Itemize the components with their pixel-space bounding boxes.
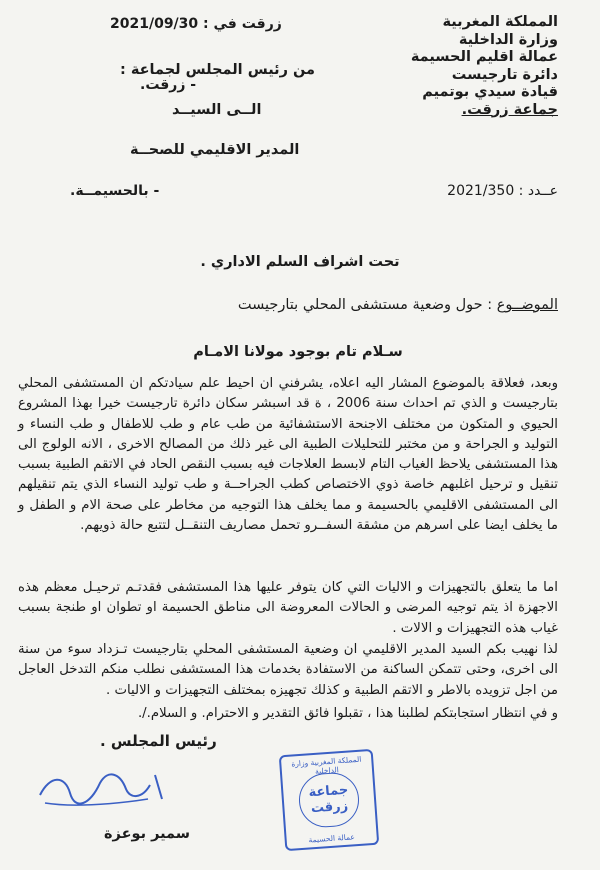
letterhead-qiyada: قيادة سيدي بوتميم — [422, 84, 558, 100]
letterhead-circle: دائرة تارجيست — [451, 66, 558, 83]
subject-line — [238, 297, 558, 313]
stamp-bottom-text: عمالة الحسيمة — [308, 832, 356, 845]
stamp-top-text: المملكة المغربية وزارة الداخلية — [290, 754, 362, 776]
official-stamp — [279, 749, 379, 851]
paragraph-4: و في انتظار استجابتكم لطلبنا هذا ، تقبلوا فائق التقدير و الاحترام. و السلام./. — [137, 706, 558, 721]
paragraph-2: اما ما يتعلق بالتجهيزات و الاليات التي كان يتوفر عليها هذا المستشفى فقدتـم ترحيـل معظم هذه الاجهزة اذ يتم توجيه المرضى و الحالات المعروضة الى مناطق الحسيمة او تطوان او طنجة بسبب غياب هذه التجهيزات و الالات . — [18, 580, 558, 636]
handwritten-signature — [30, 755, 180, 815]
recipient-line: الــى السيــد — [172, 102, 262, 118]
paragraph-3: لذا نهيب بكم السيد المدير الاقليمي ان وضعية المستشفى المحلي بتارجيست تـزداد سوء من سنة الى اخرى، وحتى تتمكن الساكنة من الاستفادة بخدمات هذا المستشفى نطلب منكم التدخل العاجل من اجل تزويده بالاطر و الاتقم الطبية و كذلك تجهيزه بمختلف التجهيزات و الاليات . — [18, 642, 558, 698]
signature-title: رئيس المجلس . — [100, 732, 217, 750]
reference-number: عــدد : 2021/350 — [447, 183, 558, 199]
letterhead — [358, 14, 558, 119]
recipient-city: - بالحسيمــة. — [70, 183, 160, 199]
stamp-center-text: جماعة زرقت — [297, 771, 361, 829]
greeting: سـلام تام بوجود مولانا الامـام — [193, 344, 403, 360]
subject-text: : حول وضعية مستشفى المحلي بتارجيست — [237, 297, 493, 313]
supervision-note: تحت اشراف السلم الاداري . — [200, 254, 400, 270]
letterhead-province: عمالة اقليم الحسيمة — [410, 49, 558, 65]
date-line: زرقت في : 2021/09/30 — [110, 16, 282, 32]
letterhead-commune: جماعة زرقت. — [461, 101, 558, 118]
sender-line: من رئيس المجلس لجماعة : — [120, 62, 315, 78]
letterhead-kingdom: المملكة المغربية — [442, 14, 558, 30]
subject-label: الموضــوع — [496, 297, 558, 313]
paragraph-1: وبعد، فعلاقة بالموضوع المشار اليه اعلاه، يشرفني ان احيط علم سيادتكم ان المستشفى المحلي بتارجيست و الذي تم احداث سنة 2006 ، ة قد اسبشر سكان دائرة تارجيست خيرا بهذا المشروع الحيوي و المتكون من مختلف الاجنحة الاستشفائية من طب عام و طب للاطفال و طب النساء و التوليد و الجراحة و من مختبر للتحليلات الطبية الى غير ذلك من المصالح الاخرى ، الانه الولوج الى هذا المستشفى يلاحظ الغياب التام لابسط العلاجات فيه بسبب النقص الحاد في الاتقم الطبية بسبب تنقيل و ترحيل اغلبهم خاصة ذوي الاختصاص كطب الجراحــة و طب توليد النساء الذي يتم تنقيلهم الى المستشفى الاقليمي بالحسيمة و مما يخلف هذا التوجيه من مخاطر على صحة الام و الطفل و ما يخلف ايضا على اسرهم من مشقة السفــرو تحمل مصاريف التنقــل لتتبع حالة ذويهم. — [18, 376, 558, 534]
letterhead-ministry: وزارة الداخلية — [458, 31, 558, 48]
recipient-title: المدير الاقليمي للصحــة — [130, 142, 300, 158]
signatory-name: سمير بوعزة — [104, 826, 190, 842]
sender-place: - زرقت. — [140, 77, 197, 93]
